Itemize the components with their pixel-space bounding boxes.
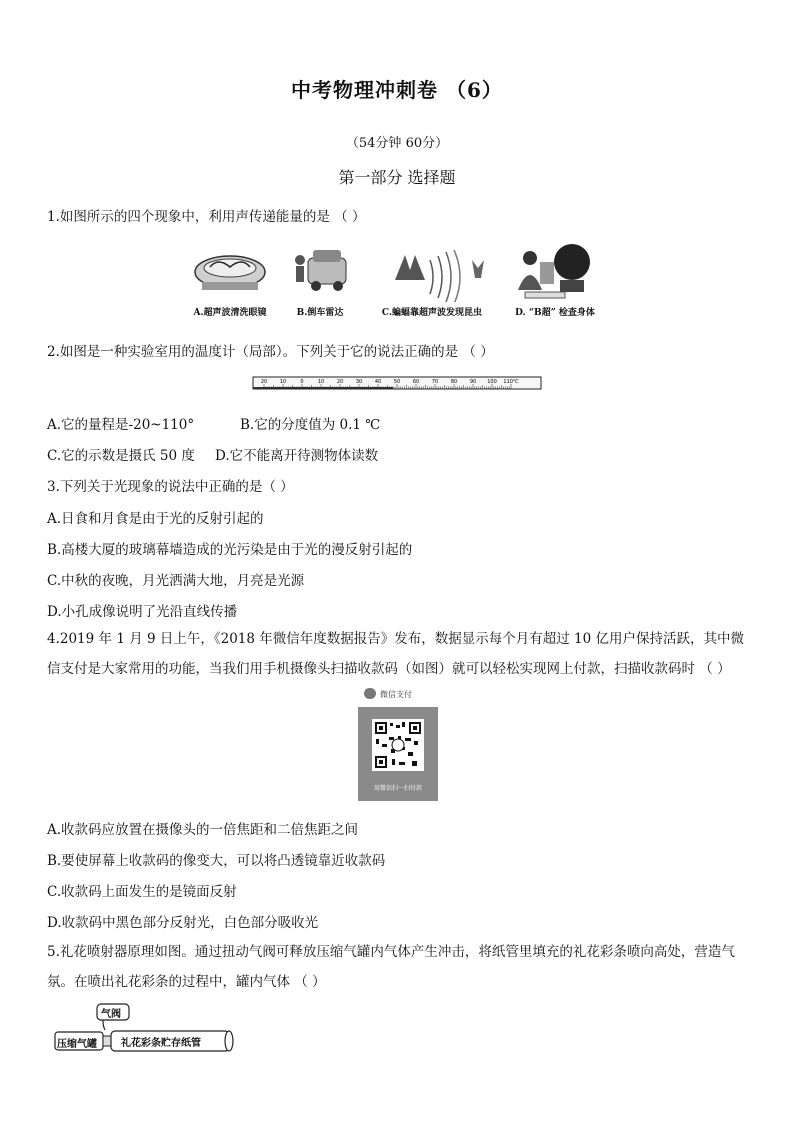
q3-option-c: C.中秋的夜晚，月光洒满大地，月亮是光源 <box>47 573 305 589</box>
q2-option-b: B.它的分度值为 0.1 ℃ <box>240 417 381 433</box>
q4-option-a: A.收款码应放置在摄像头的一倍焦距和二倍焦距之间 <box>47 822 359 838</box>
confetti-launcher-figure <box>53 1000 243 1056</box>
thermometer-scale <box>252 375 542 391</box>
thermometer-tick-label: 10 <box>317 379 325 385</box>
payment-code-header <box>358 685 438 705</box>
thermometer-tick-label: 40 <box>374 379 382 385</box>
thermometer-tick-label: 20 <box>260 379 268 385</box>
q2-option-d: D.它不能离开待测物体读数 <box>215 448 379 464</box>
valve-label: 气阀 <box>101 1009 121 1020</box>
thermometer-tick-label: 30 <box>355 379 363 385</box>
q4-option-d: D.收款码中黑色部分反射光，白色部分吸收光 <box>47 915 319 931</box>
question-5-stem: 5.礼花喷射器原理如图。通过扭动气阀可释放压缩气罐内气体产生冲击，将纸管里填充的礼花彩条喷向高处，营造气氛。在喷出礼花彩条的过程中，罐内气体 （ ） <box>47 944 735 990</box>
q2-option-a: A.它的量程是-20~110° <box>47 417 195 433</box>
q1-caption-a: A.超声波清洗眼镜 <box>193 308 267 318</box>
b-ultrasound-illustration <box>518 244 590 298</box>
exam-title: 中考物理冲刺卷 （6） <box>291 78 503 102</box>
q3-option-d: D.小孔成像说明了光沿直线传播 <box>47 604 238 620</box>
question-1-stem: 1.如图所示的四个现象中，利用声传递能量的是 （ ） <box>47 209 366 225</box>
q3-option-a: A.日食和月食是由于光的反射引起的 <box>47 511 264 527</box>
thermometer-figure <box>252 375 542 391</box>
q1-caption-b: B.倒车雷达 <box>296 308 344 318</box>
q1-figure <box>180 240 600 302</box>
exam-duration: （54分钟 60分） <box>345 136 449 151</box>
payment-code-footer: 用微信扫一扫付款 <box>373 785 422 792</box>
q1-illustrations <box>180 240 600 302</box>
q4-option-b: B.要使屏幕上收款码的像变大，可以将凸透镜靠近收款码 <box>47 853 386 869</box>
payment-code-brand: 微信支付 <box>380 690 412 699</box>
thermometer-tick-label: 10 <box>279 379 287 385</box>
question-2-stem: 2.如图是一种实验室用的温度计（局部）。下列关于它的说法正确的是 （ ） <box>47 344 494 360</box>
thermometer-tick-label: 100 <box>487 379 497 385</box>
wechat-pay-icon <box>364 688 376 699</box>
payment-code-card <box>358 707 438 801</box>
q1-caption-d: D. “B超” 检查身体 <box>515 308 595 318</box>
thermometer-tick-label: 80 <box>450 379 458 385</box>
q2-option-c: C.它的示数是摄氏 50 度 <box>47 448 195 464</box>
thermometer-tick-label: 70 <box>431 379 439 385</box>
q3-option-b: B.高楼大厦的玻璃幕墙造成的光污染是由于光的漫反射引起的 <box>47 542 413 558</box>
thermometer-tick-label: 110℃ <box>503 379 519 385</box>
part-title: 第一部分 选择题 <box>338 168 456 187</box>
payment-code-figure <box>358 685 438 801</box>
q1-caption-c: C.蝙蝠靠超声波发现昆虫 <box>381 308 483 318</box>
bat-insect-illustration <box>395 250 484 302</box>
tube-label: 礼花彩条贮存纸管 <box>121 1038 201 1049</box>
thermometer-tick-label: 50 <box>393 379 401 385</box>
thermometer-tick-label: 0 <box>300 379 304 385</box>
ultrasonic-cleaner-illustration <box>195 256 265 290</box>
thermometer-tick-label: 20 <box>336 379 344 385</box>
question-3-stem: 3.下列关于光现象的说法中正确的是（ ） <box>47 479 294 495</box>
reversing-car-illustration <box>295 250 346 291</box>
question-4-stem: 4.2019 年 1 月 9 日上午，《2018 年微信年度数据报告》发布，数据显示每个月有超过 10 亿用户保持活跃，其中微信支付是大家常用的功能，当我们用手机摄像头扫描收款码（如图）就可以轻松实现网上付款，扫描收款码时 （ ） <box>47 631 745 677</box>
thermometer-tick-label: 60 <box>412 379 420 385</box>
tank-label: 压缩气罐 <box>57 1039 97 1050</box>
thermometer-tick-label: 90 <box>469 379 477 385</box>
q4-option-c: C.收款码上面发生的是镜面反射 <box>47 884 237 900</box>
